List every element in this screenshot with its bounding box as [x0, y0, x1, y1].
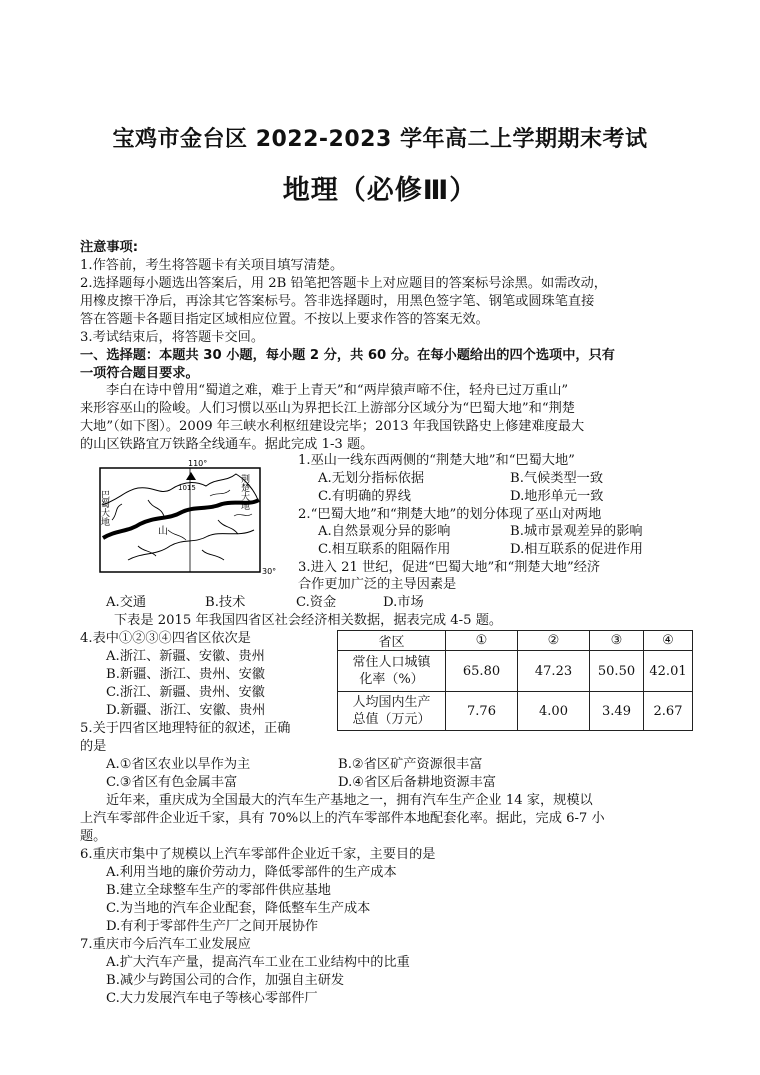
- option: D.相互联系的促进作用: [510, 542, 643, 557]
- table-row: [338, 692, 693, 731]
- option: C.大力发展汽车电子等核心零部件厂: [106, 991, 318, 1006]
- option: A.交通: [106, 595, 147, 610]
- notice-line: 3.考试结束后，将答题卡交回。: [80, 330, 265, 345]
- notice-line: 用橡皮擦干净后，再涂其它答案标号。答非选择题时，用黑色签字笔、钢笔或圆珠笔直接: [80, 294, 595, 309]
- option: B.气候类型一致: [510, 471, 604, 486]
- table-cell: 65.80: [446, 651, 518, 692]
- option: A.浙江、新疆、安徽、贵州: [106, 649, 265, 664]
- exam-title: 宝鸡市金台区 2022-2023 学年高二上学期期末考试: [112, 127, 648, 152]
- option: C.有明确的界线: [318, 489, 411, 504]
- option: B.技术: [205, 595, 246, 610]
- option: A.①省区农业以旱作为主: [106, 757, 251, 772]
- label-part: 人均国内生产: [352, 695, 431, 710]
- wushan-map: [98, 460, 278, 582]
- option: A.自然景观分异的影响: [318, 524, 451, 539]
- passage-line: 上汽车零部件企业近千家，具有 70%以上的汽车零部件本地配套化率。据此，完成 6-7 小: [80, 811, 605, 826]
- table-cell: 2.67: [644, 692, 693, 731]
- map-peak-label: 1015: [178, 484, 196, 492]
- passage-line: 李白在诗中曾用“蜀道之难，难于上青天”和“两岸猿声啼不住，轻舟已过万重山”: [106, 383, 569, 398]
- notice-line: 1.作答前，考生将答题卡有关项目填写清楚。: [80, 258, 344, 273]
- table-header-cell: ③: [590, 631, 644, 651]
- label-part: 常住人口城镇: [352, 655, 431, 670]
- map-left-region: 巴蜀大地: [99, 490, 109, 526]
- table-row-label: [338, 651, 446, 692]
- question-stem: 5.关于四省区地理特征的叙述，正确: [80, 721, 291, 736]
- question-stem: 4.表中①②③④四省区依次是: [80, 631, 251, 646]
- table-cell: 50.50: [590, 651, 644, 692]
- option: B.②省区矿产资源很丰富: [338, 757, 483, 772]
- option: A.扩大汽车产量，提高汽车工业在工业结构中的比重: [106, 955, 410, 970]
- table-header-cell: ②: [518, 631, 590, 651]
- table-cell: 7.76: [446, 692, 518, 731]
- table-header-cell: ④: [644, 631, 693, 651]
- option: D.④省区后备耕地资源丰富: [338, 775, 496, 790]
- question-stem: 3.进入 21 世纪，促进“巴蜀大地”和“荆楚大地”经济: [298, 560, 601, 575]
- option: C.浙江、新疆、贵州、安徽: [106, 685, 265, 700]
- table-intro: 下表是 2015 年我国四省区社会经济相关数据，据表完成 4-5 题。: [114, 613, 503, 628]
- label-part: 总值（万元）: [352, 712, 431, 727]
- option: B.新疆、浙江、贵州、安徽: [106, 667, 265, 682]
- option: A.利用当地的廉价劳动力，降低零部件的生产成本: [106, 865, 397, 880]
- table-header-cell: 省区: [338, 631, 446, 651]
- map-lat-label: 30°: [262, 567, 277, 576]
- option: D.新疆、浙江、安徽、贵州: [106, 703, 266, 718]
- notice-line: 答在答题卡各题目指定区域相应位置。不按以上要求作答的答案无效。: [80, 312, 489, 327]
- question-stem-cont: 合作更加广泛的主导因素是: [298, 577, 457, 592]
- notice-heading: 注意事项:: [80, 240, 139, 255]
- map-right-region: 荆楚大地: [239, 474, 249, 510]
- notice-line: 2.选择题每小题选出答案后，用 2B 铅笔把答题卡上对应题目的答案标号涂黑。如需改动，: [80, 276, 607, 291]
- table-row: [338, 651, 693, 692]
- question-stem: 7.重庆市今后汽车工业发展应: [80, 937, 251, 952]
- section-heading: 一、选择题：本题共 30 小题，每小题 2 分，共 60 分。在每小题给出的四个选项中，只有: [80, 348, 615, 363]
- question-stem: 2.“巴蜀大地”和“荆楚大地”的划分体现了巫山对两地: [298, 507, 602, 522]
- table-cell: 47.23: [518, 651, 590, 692]
- section-heading-cont: 一项符合题目要求。: [80, 366, 199, 381]
- option: D.地形单元一致: [510, 489, 604, 504]
- option: B.城市景观差异的影响: [510, 524, 643, 539]
- question-stem: 1.巫山一线东西两侧的“荆楚大地”和“巴蜀大地”: [298, 453, 575, 468]
- option: B.建立全球整车生产的零部件供应基地: [106, 883, 331, 898]
- passage-line: 题。: [80, 829, 107, 844]
- question-stem-cont: 的是: [80, 739, 107, 754]
- table-cell: 3.49: [590, 692, 644, 731]
- option: C.为当地的汽车企业配套，降低整车生产成本: [106, 901, 371, 916]
- table-header-row: [338, 631, 693, 651]
- passage-line: 来形容巫山的险峻。人们习惯以巫山为界把长江上游部分区域分为“巴蜀大地”和“荆楚: [80, 401, 575, 416]
- exam-subject: 地理（必修Ⅲ）: [282, 175, 478, 206]
- option: D.市场: [383, 595, 424, 610]
- option: D.有利于零部件生产厂之间开展协作: [106, 919, 319, 934]
- label-part: 化率（%）: [359, 672, 424, 687]
- map-lon-label: 110°: [188, 460, 208, 468]
- data-table: [337, 630, 693, 731]
- option: C.相互联系的阻隔作用: [318, 542, 451, 557]
- passage-line: 大地”（如下图）。2009 年三峡水利枢纽建设完毕；2013 年我国铁路史上修建难度最大: [80, 419, 585, 434]
- option: B.减少与跨国公司的合作，加强自主研发: [106, 973, 345, 988]
- table-cell: 4.00: [518, 692, 590, 731]
- passage-line: 的山区铁路宜万铁路全线通车。据此完成 1-3 题。: [80, 437, 374, 452]
- passage-line: 近年来，重庆成为全国最大的汽车生产基地之一，拥有汽车生产企业 14 家，规模以: [106, 793, 593, 808]
- map-mountain-label: 山: [158, 526, 168, 537]
- data-table-wrap: [337, 630, 693, 731]
- table-cell: 42.01: [644, 651, 693, 692]
- question-stem: 6.重庆市集中了规模以上汽车零部件企业近千家，主要目的是: [80, 847, 436, 862]
- table-header-cell: ①: [446, 631, 518, 651]
- option: C.资金: [296, 595, 337, 610]
- option: C.③省区有色金属丰富: [106, 775, 238, 790]
- table-row-label: [338, 692, 446, 731]
- option: A.无划分指标依据: [318, 471, 425, 486]
